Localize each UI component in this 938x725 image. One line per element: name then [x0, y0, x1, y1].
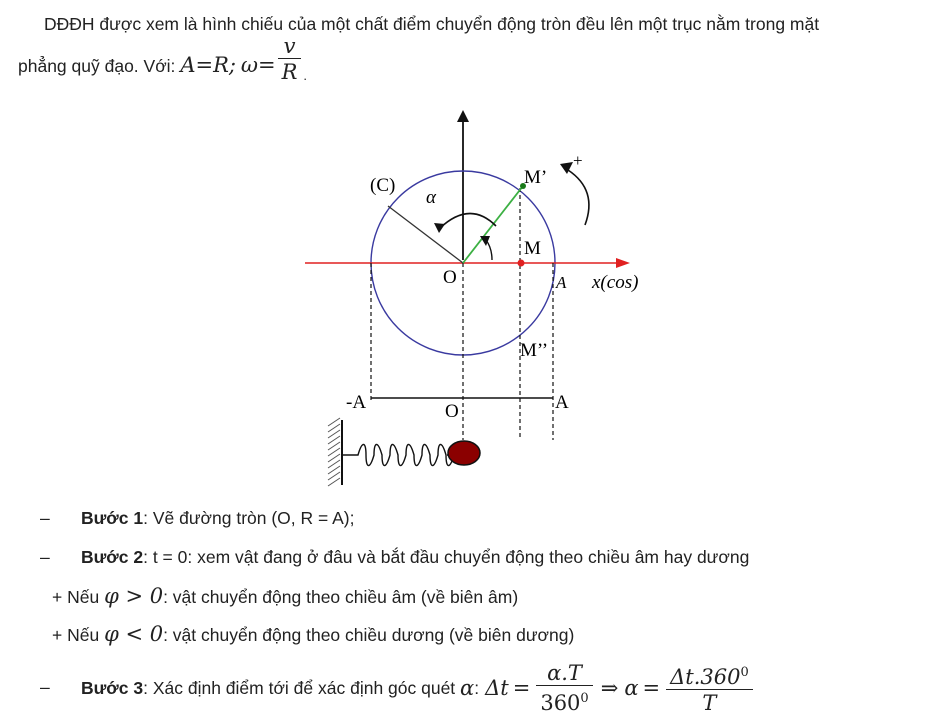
- vertical-axis-arrow-icon: [457, 110, 469, 122]
- radius-to-C: [388, 206, 463, 263]
- formula-eq: =: [195, 53, 214, 78]
- step-3-content: [81, 655, 755, 721]
- sub-item-2-prefix: + Nếu: [52, 625, 105, 645]
- label-A-spring: A: [555, 392, 569, 413]
- fraction-2-numerator: [666, 661, 753, 690]
- label-A-axis: A: [556, 273, 567, 292]
- step-3-dash: –: [40, 677, 50, 697]
- formula-R: R;: [213, 53, 236, 78]
- fraction-1-denominator: [536, 686, 592, 716]
- sub-item-1-text: : vật chuyển động theo chiều âm (về biên âm): [163, 587, 519, 607]
- label-O: O: [443, 267, 457, 288]
- intro-line-2: [18, 34, 308, 93]
- wall-icon: [328, 418, 342, 486]
- circular-motion-diagram: [300, 100, 660, 495]
- step-3-text: : Xác định điểm tới để xác định góc quét: [143, 677, 461, 698]
- step-2-dash: –: [40, 547, 50, 567]
- step-2-content: [81, 547, 749, 568]
- oscillating-mass-ball: [448, 441, 480, 465]
- step-1-label: Bước 1: [81, 508, 144, 528]
- fraction-dt360-over-T: [666, 661, 753, 716]
- rotation-direction-arc: [568, 170, 589, 225]
- fraction-alphaT-over-360: [536, 661, 592, 716]
- fraction-1-numerator: α.T: [536, 661, 592, 686]
- radius-to-Mprime: [463, 186, 523, 263]
- fraction-1-den-degree: 0: [580, 690, 589, 706]
- sub-item-phi-positive: [52, 584, 518, 608]
- step-3-label: Bước 3: [81, 677, 144, 698]
- step-1-text: : Vẽ đường tròn (O, R = A);: [143, 508, 355, 528]
- alpha-arc-arrowhead-icon: [434, 223, 445, 233]
- fraction-1-den-value: 360: [540, 690, 581, 715]
- intro-line-1: DĐĐH được xem là hình chiếu của một chất điểm chuyển động tròn đều lên một trục nằm trong mặt: [44, 14, 820, 34]
- step-3-dt: Δt: [485, 676, 509, 700]
- label-Mdouble-prime: M’’: [520, 340, 549, 361]
- sub-item-1-math: φ > 0: [104, 584, 164, 608]
- label-C: (C): [370, 175, 396, 196]
- fraction-2-denominator: T: [702, 690, 717, 715]
- sub-item-1-prefix: + Nếu: [52, 587, 105, 607]
- step-1-content: [81, 508, 355, 529]
- step-1-dash: –: [40, 508, 50, 528]
- step-3-alpha: α: [460, 676, 475, 700]
- formula-A: A: [180, 53, 196, 78]
- step-2-text: : t = 0: xem vật đang ở đâu và bắt đầu chuyển động theo chiều âm hay dương: [143, 547, 750, 567]
- label-axis-x-cos: x(cos): [592, 272, 639, 293]
- step-2-label: Bước 2: [81, 547, 144, 567]
- formula-eq2: =: [257, 53, 276, 78]
- sub-item-2-text: : vật chuyển động theo chiều dương (về biên dương): [163, 625, 575, 645]
- fraction-2-num-degree: 0: [740, 664, 749, 680]
- formula-omega: ω: [240, 53, 258, 78]
- sub-item-phi-negative: [52, 622, 574, 646]
- step-3-alpha-2: α: [624, 676, 639, 700]
- label-negA: -A: [346, 392, 367, 413]
- point-M: [518, 260, 525, 267]
- fraction-2-num-value: Δt.360: [670, 664, 741, 689]
- step-3-eq: =: [512, 676, 531, 700]
- label-Mprime: M’: [524, 167, 548, 188]
- alpha-arc: [440, 213, 496, 228]
- intro-line-2-text: phẳng quỹ đạo. Với:: [18, 56, 176, 77]
- label-M: M: [524, 238, 541, 259]
- step-3-colon: :: [474, 677, 480, 698]
- label-alpha: α: [426, 187, 436, 208]
- formula-period: .: [303, 68, 308, 84]
- label-plus: +: [573, 151, 583, 170]
- spring-icon: [343, 445, 454, 466]
- fraction-numerator-v: v: [278, 34, 302, 59]
- fraction-denominator-R: R: [281, 60, 298, 84]
- horizontal-axis-arrow-icon: [616, 258, 630, 268]
- step-3-eq-2: =: [642, 676, 661, 700]
- step-3-implies-arrow: ⇒: [600, 676, 619, 700]
- label-O-spring: O: [445, 401, 459, 422]
- fraction-v-over-R: [278, 34, 302, 85]
- sub-item-2-math: φ < 0: [104, 622, 164, 646]
